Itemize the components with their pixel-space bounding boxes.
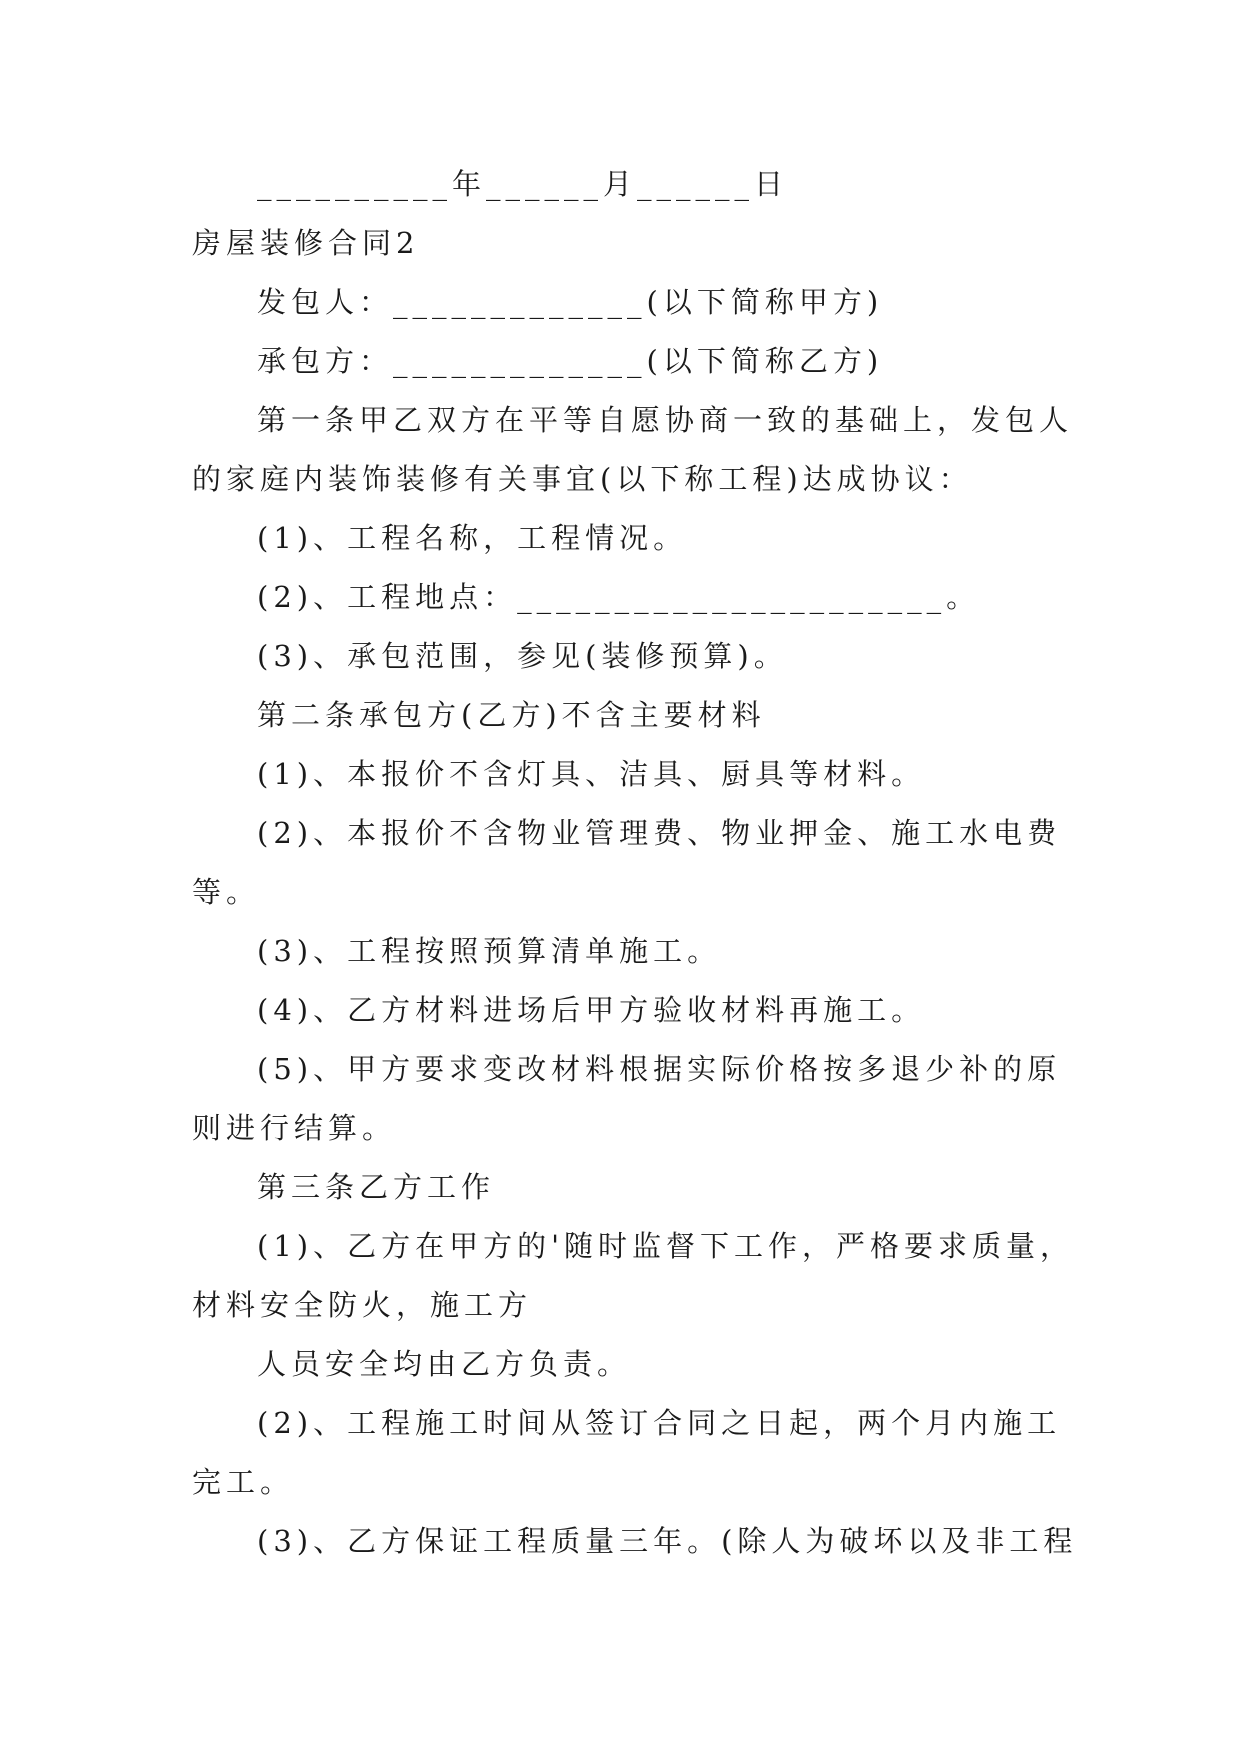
article-3-item-3: (3)、乙方保证工程质量三年。(除人为破坏以及非工程: [257, 1524, 1078, 1558]
article-2-item-1: (1)、本报价不含灯具、洁具、厨具等材料。: [257, 757, 926, 791]
article-2-item-3: (3)、工程按照预算清单施工。: [257, 934, 722, 968]
article-1-item-1: (1)、工程名称，工程情况。: [257, 521, 688, 555]
article-2-item-5-line-1: (5)、甲方要求变改材料根据实际价格按多退少补的原: [257, 1052, 1062, 1086]
article-2-item-2-line-2: 等。: [192, 875, 261, 909]
contract-title: 房屋装修合同2: [192, 226, 420, 260]
article-2-item-2-line-1: (2)、本报价不含物业管理费、物业押金、施工水电费: [257, 816, 1062, 850]
article-1-item-3: (3)、承包范围，参见(装修预算)。: [257, 639, 788, 673]
article-2-item-4: (4)、乙方材料进场后甲方验收材料再施工。: [257, 993, 926, 1027]
article-2-heading: 第二条承包方(乙方)不含主要材料: [257, 698, 766, 732]
article-3-item-2-line-1: (2)、工程施工时间从签订合同之日起，两个月内施工: [257, 1406, 1062, 1440]
article-1-line-2: 的家庭内装饰装修有关事宜(以下称工程)达成协议：: [192, 462, 973, 496]
party-a-line: 发包人：_____________(以下简称甲方): [257, 285, 884, 319]
article-3-item-1-line-3: 人员安全均由乙方负责。: [257, 1347, 632, 1381]
article-3-item-1-line-2: 材料安全防火，施工方: [192, 1288, 533, 1322]
article-2-item-5-line-2: 则进行结算。: [192, 1111, 397, 1145]
article-1-item-2: (2)、工程地点：______________________。: [257, 580, 981, 614]
article-3-item-1-line-1: (1)、乙方在甲方的'随时监督下工作，严格要求质量，: [257, 1229, 1075, 1263]
party-b-line: 承包方：_____________(以下简称乙方): [257, 344, 884, 378]
article-3-heading: 第三条乙方工作: [257, 1170, 496, 1204]
date-line: __________年______月______日: [257, 167, 789, 201]
article-3-item-2-line-2: 完工。: [192, 1465, 295, 1499]
article-1-line-1: 第一条甲乙双方在平等自愿协商一致的基础上，发包人: [257, 403, 1074, 437]
